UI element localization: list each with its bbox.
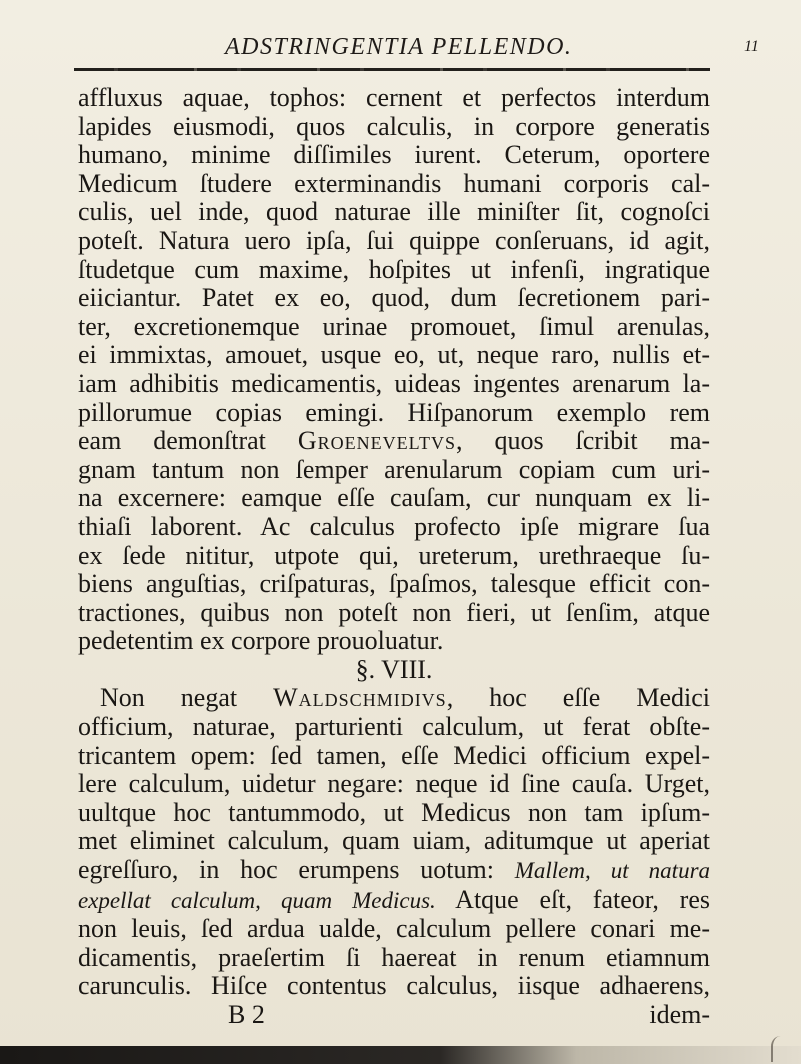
quotation: expellat calculum, quam Medicus.	[78, 887, 436, 913]
text-line: poteſt. Natura uero ipſa, ſui quippe conſeruans, id agit,	[78, 225, 710, 255]
text-line: na excernere: eamque eſſe cauſam, cur nunquam ex li-	[78, 483, 710, 513]
text-line: affluxus aquae, tophos: cernent et perfectos interdum	[78, 83, 710, 112]
text-line: carunculis. Hiſce contentus calculus, iisque adhaerens,	[78, 971, 710, 1001]
text-line: culis, uel inde, quod naturae ille miniſter ſit, cognoſci	[78, 197, 710, 227]
quotation: Mallem, ut natura	[514, 858, 711, 884]
text-line: iam adhibitis medicamentis, uideas ingentes arenarum la-	[78, 368, 710, 398]
header-rule	[74, 68, 710, 71]
text-line: eiiciantur. Patet ex eo, quod, dum ſecretionem pari-	[78, 283, 710, 313]
text-line: non leuis, ſed ardua ualde, calculum pellere conari me-	[78, 914, 710, 944]
text-segment: , hoc eſſe Medici	[446, 683, 710, 713]
text-line	[78, 856, 710, 886]
scan-edge-shadow	[0, 1046, 801, 1064]
text-line: pedetentim ex corpore prouoluatur.	[78, 626, 444, 656]
text-line: ei immixtas, amouet, usque eo, ut, neque raro, nullis et-	[78, 340, 710, 370]
corner-mark	[771, 1036, 795, 1062]
text-line: dicamentis, praeſertim ſi haereat in renum etiamnum	[78, 942, 710, 972]
text-line: thiaſi laborent. Ac calculus profecto ipſe migrare ſua	[78, 511, 710, 541]
author-name: Waldschmidivs	[273, 683, 447, 713]
text-line: tractiones, quibus non poteſt non fieri, ut ſenſim, atque	[78, 597, 710, 627]
text-line: lere calculum, uidetur negare: neque id ſine cauſa. Urget,	[78, 769, 710, 799]
text-line: Medicum ſtudere exterminandis humani corporis cal-	[78, 168, 710, 198]
text-line: lapides eiusmodi, quos calculis, in corpore generatis	[78, 111, 710, 141]
text-line: ex ſede nititur, utpote qui, ureterum, urethraeque ſu-	[78, 540, 710, 570]
page-number: 11	[744, 38, 759, 55]
text-line: pillorumue copias emingi. Hiſpanorum exemplo rem	[78, 397, 710, 427]
text-line	[78, 427, 710, 456]
text-segment: egreſſuro, in hoc erumpens uotum:	[78, 855, 494, 885]
text-line: uultque hoc tantummodo, ut Medicus non tam ipſum-	[78, 797, 710, 827]
text-segment: , quos ſcribit ma-	[456, 426, 711, 456]
text-segment: eam demonſtrat	[78, 426, 266, 456]
text-line	[78, 684, 710, 713]
footer-line	[78, 1001, 710, 1030]
section-heading: §. VIII.	[355, 654, 433, 684]
running-title: ADSTRINGENTIA PELLENDO.	[225, 34, 573, 60]
body-text	[78, 84, 710, 1030]
text-line: met eliminet calculum, quam uiam, aditumque ut aperiat	[78, 826, 710, 856]
text-line: officium, naturae, parturienti calculum, ut ferat obſte-	[78, 712, 710, 742]
text-line: biens anguſtias, criſpaturas, ſpaſmos, talesque efficit con-	[78, 569, 710, 599]
text-segment: Atque eſt, fateor, res	[435, 884, 710, 914]
text-line: ter, excretionemque urinae promouet, ſimul arenulas,	[78, 311, 710, 341]
text-line	[78, 886, 710, 916]
text-line: ſtudetque cum maxime, hoſpites ut infenſi, ingratique	[78, 254, 710, 284]
text-line: gnam tantum non ſemper arenularum copiam cum uri-	[78, 454, 710, 484]
text-line: tricantem opem: ſed tamen, eſſe Medici officium expel-	[78, 740, 710, 770]
catchword: idem-	[649, 1000, 710, 1029]
author-name: Groeneveltvs	[297, 426, 456, 456]
signature-mark: B 2	[228, 1000, 265, 1029]
text-line: humano, minime diſſimiles iurent. Ceterum, oportere	[78, 140, 710, 170]
text-segment: Non negat	[100, 683, 238, 713]
